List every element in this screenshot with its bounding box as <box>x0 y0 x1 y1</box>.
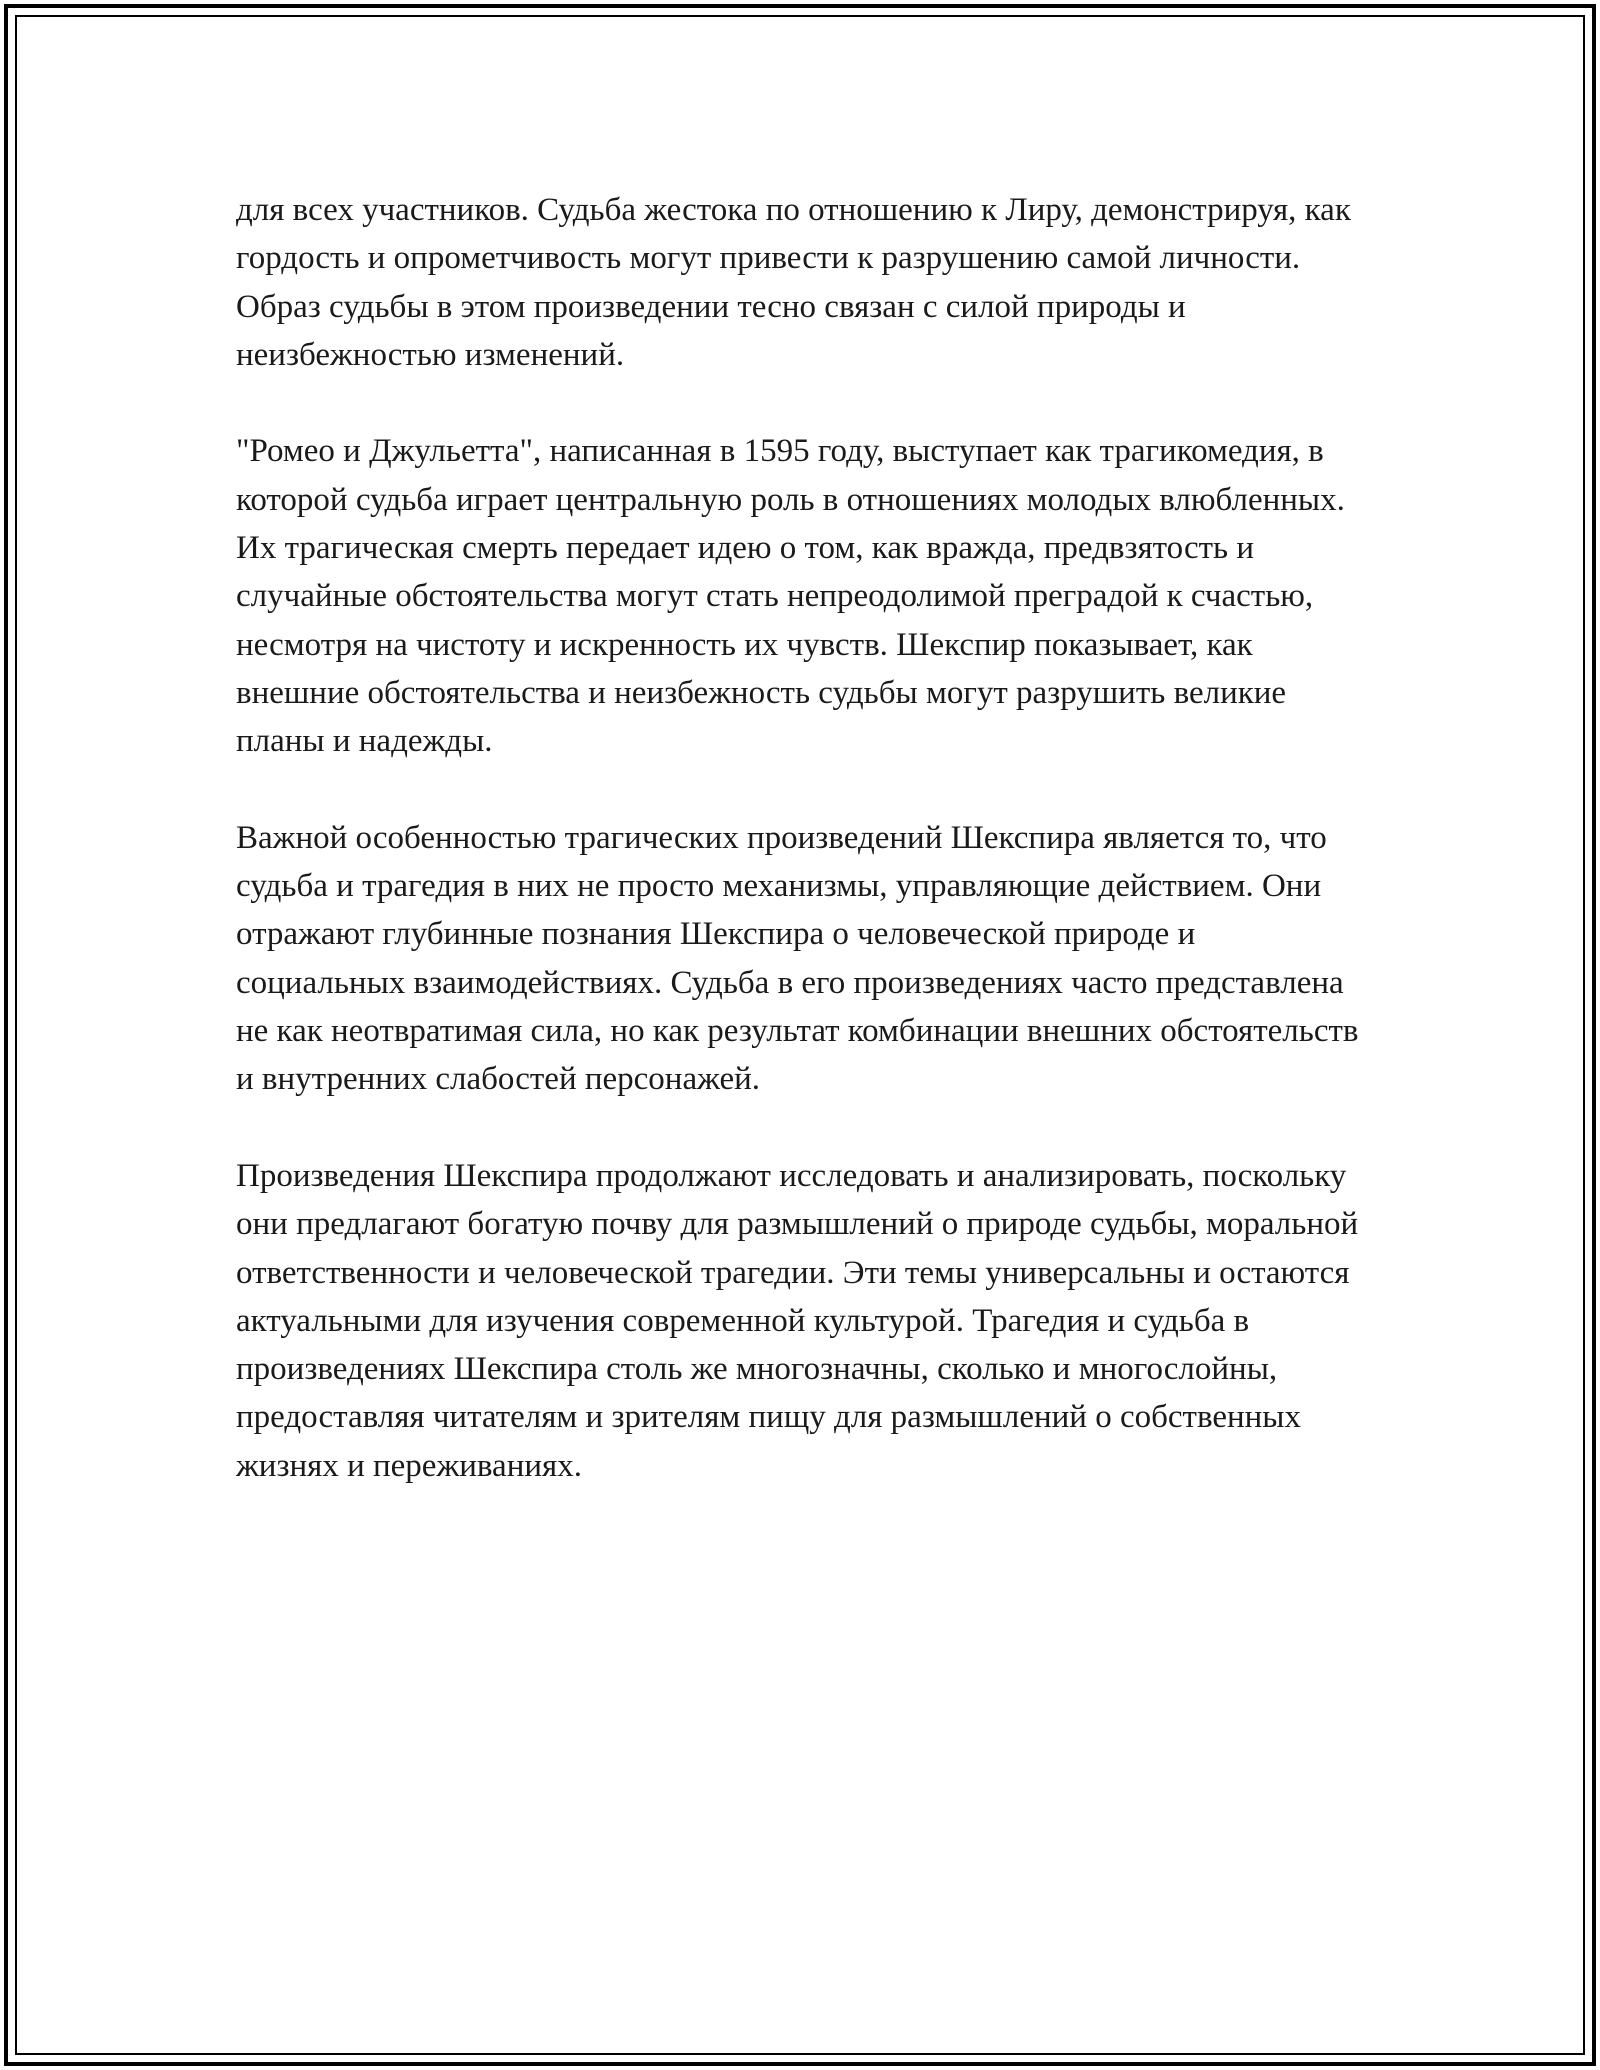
paragraph-tragic-features: Важной особенностью трагических произведений Шекспира является то, что судьба и трагедия в них не просто механизмы, управляющие действием. Они отражают глубинные познания Шекспира о человеческой природе и социальных взаимодействиях. Судьба в его произведениях часто представлена не как неотвратимая сила, но как результат комбинации внешних обстоятельств и внутренних слабостей персонажей. <box>236 819 1359 1098</box>
paragraph-lear-fate: для всех участников. Судьба жестока по отношению к Лиру, демонстрируя, как гордость и опрометчивость могут привести к разрушению самой личности. Образ судьбы в этом произведении тесно связан с силой природы и неизбежностью изменений. <box>236 192 1351 373</box>
document-body <box>236 186 1366 1538</box>
paragraph-conclusion: Произведения Шекспира продолжают исследовать и анализировать, поскольку они предлагают богатую почву для размышлений о природе судьбы, моральной ответственности и человеческой трагедии. Эти темы универсальны и остаются актуальными для изучения современной культурой. Трагедия и судьба в произведениях Шекспира столь же многозначны, сколько и многослойны, предоставляя читателям и зрителям пищу для размышлений о собственных жизнях и переживаниях. <box>236 1157 1359 1484</box>
paragraph-romeo-juliet: "Ромео и Джульетта", написанная в 1595 году, выступает как трагикомедия, в которой судьба играет центральную роль в отношениях молодых влюбленных. Их трагическая смерть передает идею о том, как вражда, предвзятость и случайные обстоятельства могут стать непреодолимой преградой к счастью, несмотря на чистоту и искренность их чувств. Шекспир показывает, как внешние обстоятельства и неизбежность судьбы могут разрушить великие планы и надежды. <box>236 433 1345 760</box>
